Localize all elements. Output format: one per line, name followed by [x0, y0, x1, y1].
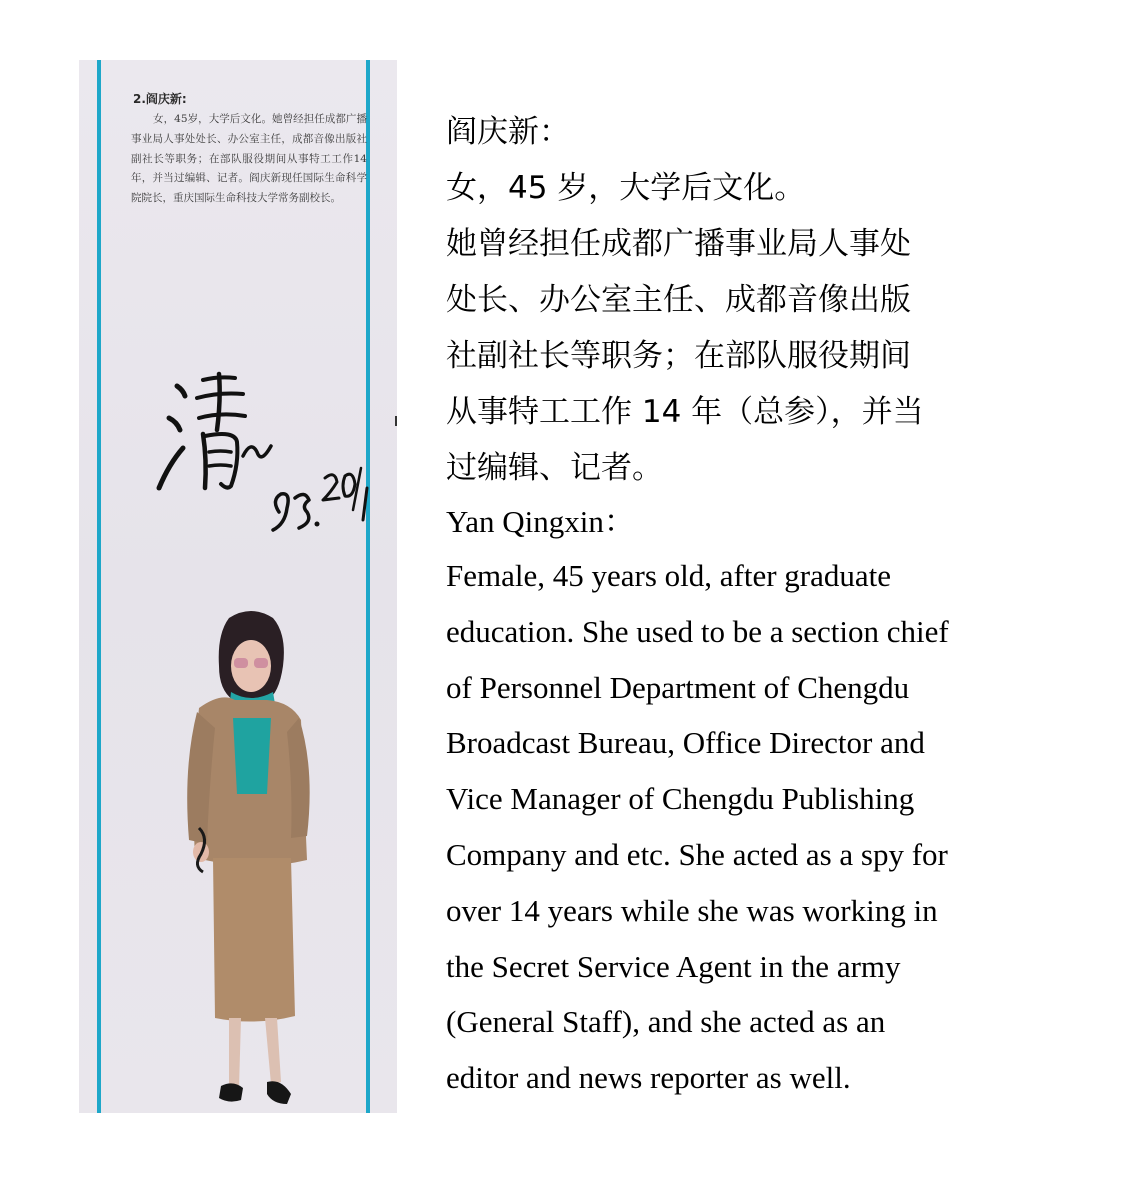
clipping-right-rule [366, 60, 370, 1113]
chinese-name: 阎庆新： [446, 114, 570, 150]
portrait-photo [169, 608, 319, 1113]
english-line: editor and news reporter as well. [446, 1060, 851, 1096]
chinese-line: 过编辑、记者。 [446, 450, 663, 486]
chinese-line: 她曾经担任成都广播事业局人事处 [446, 226, 911, 262]
chinese-line: 社副社长等职务；在部队服役期间 [446, 338, 911, 374]
english-line: Vice Manager of Chengdu Publishing [446, 781, 915, 817]
clipping-heading: 2.阎庆新: [133, 92, 187, 106]
english-line: education. She used to be a section chief [446, 613, 949, 649]
handwritten-signature [139, 360, 379, 560]
scan-speck [395, 416, 397, 426]
transcript [446, 104, 1086, 1106]
newspaper-clipping [79, 60, 397, 1113]
english-line: Company and etc. She acted as a spy for [446, 836, 948, 872]
chinese-line: 女，45 岁，大学后文化。 [446, 170, 806, 206]
english-line: Broadcast Bureau, Office Director and [446, 725, 925, 761]
chinese-line: 从事特工工作 14 年（总参），并当 [446, 394, 924, 430]
english-line: (General Staff), and she acted as an [446, 1004, 886, 1040]
english-line: of Personnel Department of Chengdu [446, 669, 910, 705]
english-name: Yan Qingxin： [446, 504, 635, 539]
english-line: over 14 years while she was working in [446, 892, 938, 928]
english-line: Female, 45 years old, after graduate [446, 558, 892, 593]
chinese-line: 处长、办公室主任、成都音像出版 [446, 282, 911, 318]
english-line: the Secret Service Agent in the army [446, 948, 901, 984]
clipping-body-text: 女，45岁，大学后文化。她曾经担任成都广播事业局人事处处长、办公室主任，成都音像出版社副社长等职务；在部队服役期间从事特工工作14年，并当过编辑、记者。阎庆新现任国际生命科学院院长，重庆国际生命科技大学常务副校长。 [131, 113, 367, 205]
clipping-left-rule [97, 60, 101, 1113]
